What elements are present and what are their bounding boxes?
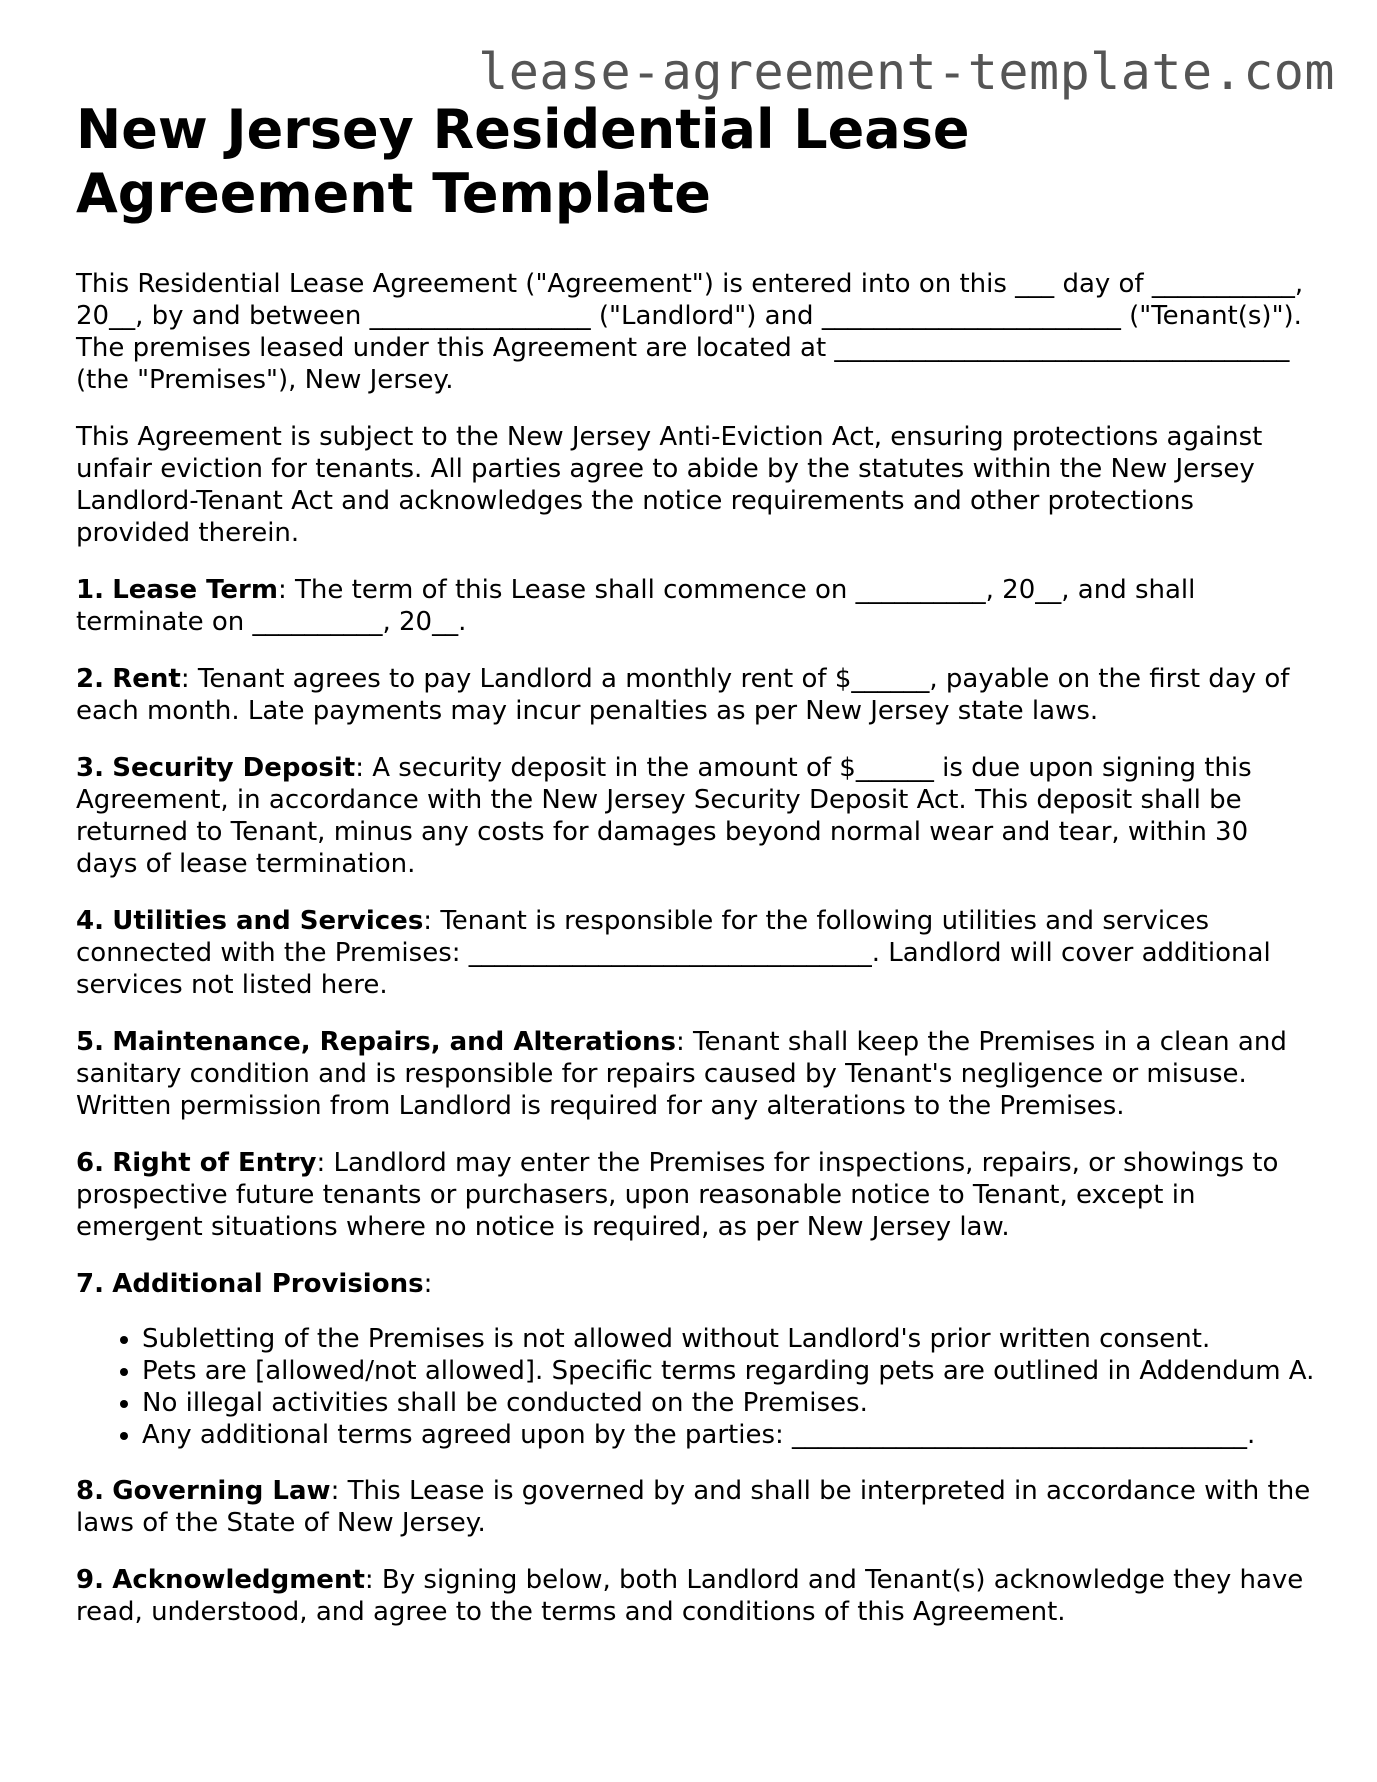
watermark: lease-agreement-template.com: [478, 43, 1335, 101]
section-title: Acknowledgment: [112, 1565, 365, 1595]
anti-eviction-paragraph: This Agreement is subject to the New Jersey Anti-Eviction Act, ensuring protections against unfair eviction for tenants. All parties agree to abide by the statutes within the New Jersey Landlord-Tenant Act and acknowledges the notice requirements and other protections provided therein.: [76, 422, 1263, 548]
section-rent: [76, 663, 1316, 727]
section-utilities: [76, 905, 1316, 1001]
section-title: Security Deposit: [112, 753, 356, 783]
section-text: : This Lease is governed by and shall be interpreted in accordance with the laws of the State of New Jersey.: [76, 1476, 1311, 1538]
list-item: • Any additional terms agreed upon by the parties: ___________________________________.: [142, 1419, 1316, 1451]
section-number: 2.: [76, 664, 104, 694]
list-item: • Subletting of the Premises is not allowed without Landlord's prior written consent.: [142, 1323, 1316, 1355]
section-number: 3.: [76, 753, 104, 783]
section-governing-law: [76, 1475, 1316, 1539]
section-number: 9.: [76, 1565, 104, 1595]
section-text: : The term of this Lease shall commence on __________, 20__, and shall terminate on __________, 20__.: [76, 575, 1196, 637]
list-item: • No illegal activities shall be conducted on the Premises.: [142, 1387, 1316, 1419]
section-number: 8.: [76, 1476, 104, 1506]
list-item: • Pets are [allowed/not allowed]. Specific terms regarding pets are outlined in Addendum A.: [142, 1355, 1316, 1387]
section-additional-provisions: [76, 1268, 1316, 1300]
section-text: : By signing below, both Landlord and Tenant(s) acknowledge they have read, understood, and agree to the terms and conditions of this Agreement.: [76, 1565, 1304, 1627]
section-text: : Tenant agrees to pay Landlord a monthly rent of $______, payable on the first day of each month. Late payments may incur penalties as per New Jersey state laws.: [76, 664, 1290, 726]
section-text: : A security deposit in the amount of $______ is due upon signing this Agreement, in accordance with the New Jersey Security Deposit Act. This deposit shall be returned to Tenant, minus any costs for damages beyond normal wear and tear, within 30 days of lease termination.: [76, 753, 1252, 879]
intro-paragraph: This Residential Lease Agreement ("Agreement") is entered into on this ___ day of ___________, 20__, by and between _________________ ("Landlord") and _______________________ ("Tenant(s)"). The premises leased under this Agreement are located at ___________________________________ (the "Premises"), New Jersey.: [76, 269, 1304, 395]
page-title: New Jersey Residential Lease Agreement Template: [76, 98, 970, 225]
section-number: 4.: [76, 906, 104, 936]
section-title: Lease Term: [112, 575, 278, 605]
section-text: : Tenant shall keep the Premises in a clean and sanitary condition and is responsible for repairs caused by Tenant's negligence or misuse. Written permission from Landlord is required for any alterations to the Premises.: [76, 1027, 1287, 1121]
provisions-list: [76, 1323, 1316, 1451]
section-title: Governing Law: [112, 1476, 331, 1506]
section-number: 7.: [76, 1269, 104, 1299]
section-title: Additional Provisions: [112, 1269, 424, 1299]
section-lease-term: [76, 574, 1316, 638]
section-right-of-entry: [76, 1147, 1316, 1243]
section-maintenance: [76, 1026, 1316, 1122]
section-number: 1.: [76, 575, 104, 605]
section-security-deposit: [76, 752, 1316, 880]
section-number: 6.: [76, 1148, 104, 1178]
section-title: Right of Entry: [112, 1148, 317, 1178]
section-title: Rent: [112, 664, 181, 694]
section-text: :: [423, 1269, 433, 1299]
section-text: : Landlord may enter the Premises for inspections, repairs, or showings to prospective future tenants or purchasers, upon reasonable notice to Tenant, except in emergent situations where no notice is required, as per New Jersey law.: [76, 1148, 1279, 1242]
section-number: 5.: [76, 1027, 104, 1057]
document-body: [76, 98, 1316, 1653]
section-acknowledgment: [76, 1564, 1316, 1628]
section-title: Maintenance, Repairs, and Alterations: [112, 1027, 676, 1057]
section-text: : Tenant is responsible for the following utilities and services connected with the Premises: _______________________________. Landlord will cover additional services not listed here.: [76, 906, 1271, 1000]
section-title: Utilities and Services: [112, 906, 424, 936]
